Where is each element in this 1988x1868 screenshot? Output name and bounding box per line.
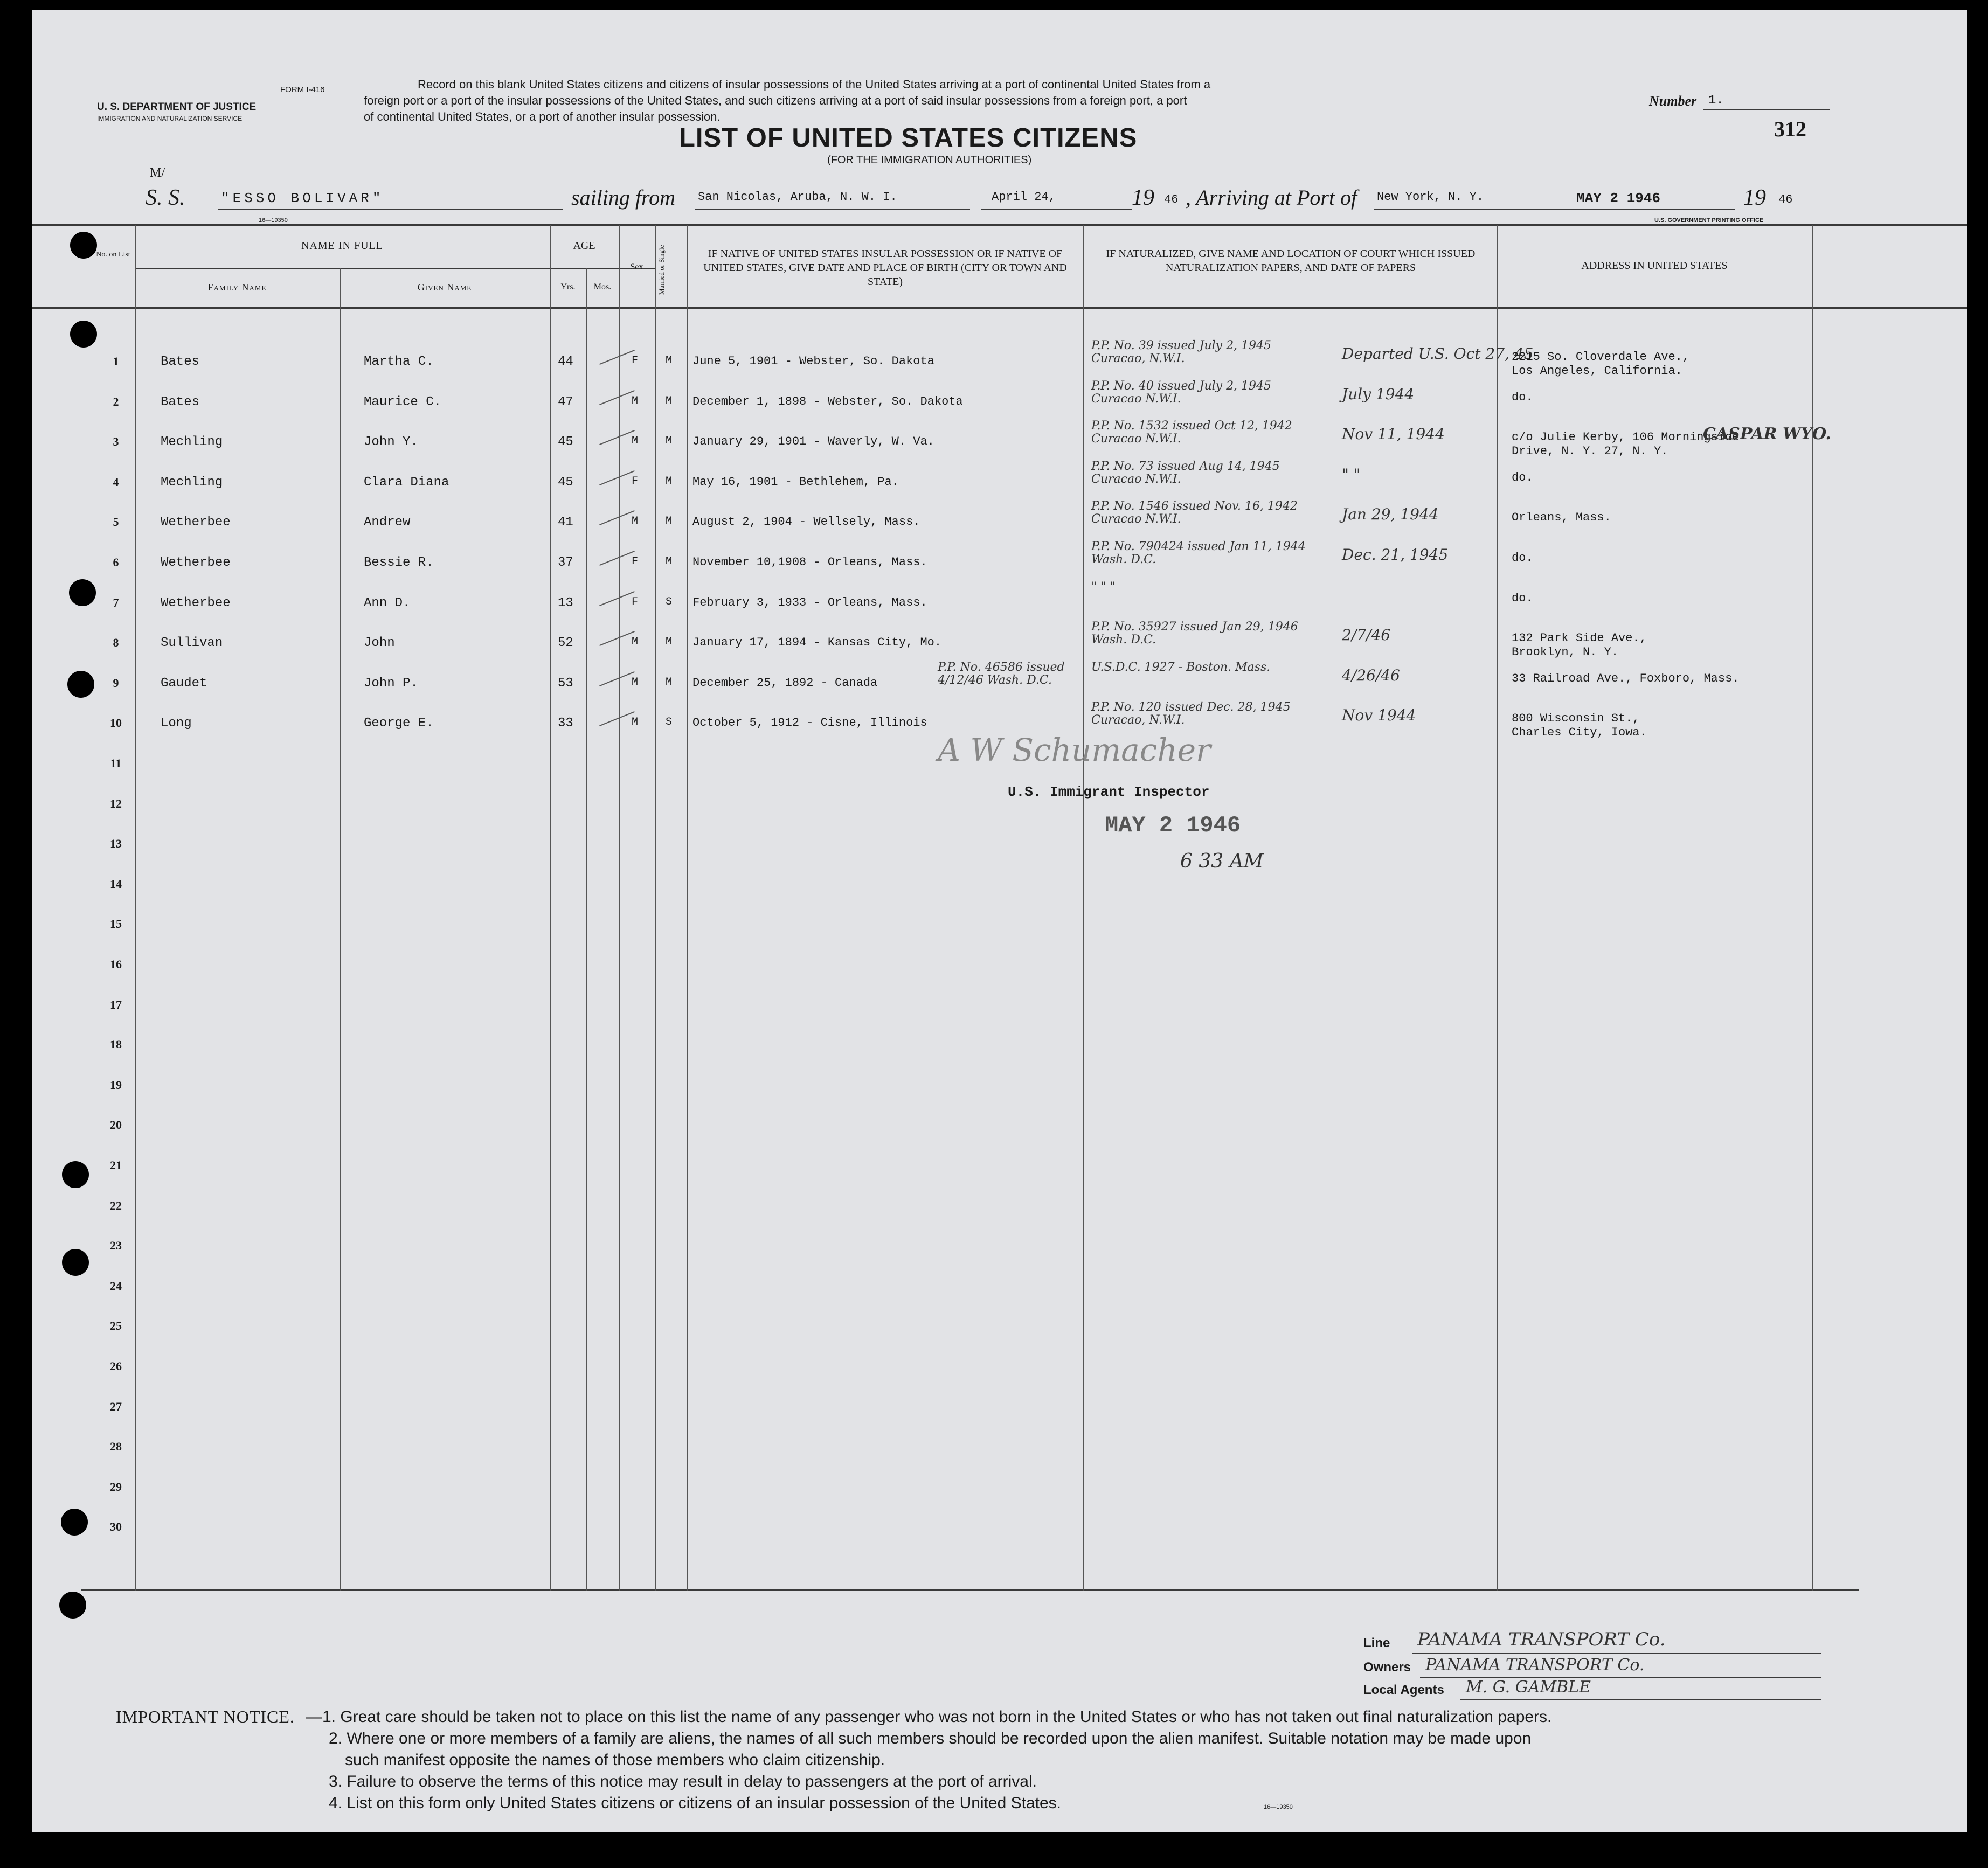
row-number: 9 xyxy=(113,676,119,690)
marital-status: S xyxy=(666,596,673,608)
naturalization-papers: " " " xyxy=(1091,580,1116,594)
col-header-mos: Mos. xyxy=(593,282,612,291)
sex: M xyxy=(632,716,639,728)
family-name: Wetherbee xyxy=(161,596,231,610)
naturalization-date: 2/7/46 xyxy=(1342,626,1391,644)
row-number-empty: 27 xyxy=(110,1400,122,1413)
col-header-yrs: Yrs. xyxy=(560,282,576,291)
months-dash xyxy=(599,390,635,405)
family-name: Bates xyxy=(161,355,200,369)
notice-item-3: 3. Failure to observe the terms of this notice may result in delay to passengers at the port of arrival. xyxy=(329,1773,1037,1790)
marital-status: M xyxy=(666,676,673,689)
sailing-from: San Nicolas, Aruba, N. W. I. xyxy=(698,190,897,204)
page-title: LIST OF UNITED STATES CITIZENS xyxy=(679,123,1138,152)
print-code-footer: 16—19350 xyxy=(1264,1804,1293,1810)
address-line-1: do. xyxy=(1512,471,1533,484)
birth-date-place: June 5, 1901 - Webster, So. Dakota xyxy=(692,355,934,368)
family-name: Wetherbee xyxy=(161,555,231,570)
form-service: IMMIGRATION AND NATURALIZATION SERVICE xyxy=(97,115,243,122)
marital-status: S xyxy=(666,716,673,728)
row-number: 10 xyxy=(110,716,122,730)
name-header-rule xyxy=(135,268,655,269)
row-number-empty: 21 xyxy=(110,1158,122,1172)
table-bottom-rule xyxy=(81,1589,1859,1591)
sex: M xyxy=(632,676,639,689)
row-number: 6 xyxy=(113,555,119,569)
sex: M xyxy=(632,515,639,527)
family-name: Wetherbee xyxy=(161,515,231,530)
col-header-no: No. on List xyxy=(96,251,130,259)
naturalization-papers: P.P. No. 1532 issued Oct 12, 1942 Curacao N.W.I. xyxy=(1091,419,1292,446)
marital-status: M xyxy=(666,395,673,407)
birth-date-place: August 2, 1904 - Wellsely, Mass. xyxy=(692,515,920,529)
number-label: Number xyxy=(1649,93,1697,109)
form-number: FORM I-416 xyxy=(280,85,325,94)
given-name: John xyxy=(364,636,395,650)
birth-date-place: December 25, 1892 - Canada xyxy=(692,676,878,690)
months-dash xyxy=(599,551,635,566)
address-handwritten-note: CASPAR WYO. xyxy=(1703,425,1831,443)
given-name: Ann D. xyxy=(364,596,411,610)
col-header-married: Married or Single xyxy=(657,245,666,295)
age-years: 47 xyxy=(558,395,573,409)
punch-hole xyxy=(59,1592,86,1619)
address-line-2: Brooklyn, N. Y. xyxy=(1512,645,1619,659)
family-name: Gaudet xyxy=(161,676,207,691)
row-number-empty: 24 xyxy=(110,1279,122,1293)
table-top-rule xyxy=(32,224,1967,226)
col-divider xyxy=(1497,225,1498,1591)
naturalization-papers: P.P. No. 35927 issued Jan 29, 1946 Wash. D.C. xyxy=(1091,620,1298,647)
agents-underline xyxy=(1460,1699,1821,1700)
months-dash xyxy=(599,711,635,726)
number-value: 1. xyxy=(1708,93,1724,108)
birth-date-place: February 3, 1933 - Orleans, Mass. xyxy=(692,596,927,609)
naturalization-date: Jan 29, 1944 xyxy=(1342,505,1439,523)
owners-value: PANAMA TRANSPORT Co. xyxy=(1425,1656,1645,1675)
given-name: Maurice C. xyxy=(364,395,442,409)
col-divider xyxy=(1083,225,1084,1591)
punch-hole xyxy=(67,671,94,698)
family-name: Mechling xyxy=(161,475,223,490)
arriving-label: , Arriving at Port of xyxy=(1186,185,1357,210)
age-years: 37 xyxy=(558,555,573,570)
address-line-1: 800 Wisconsin St., xyxy=(1512,712,1640,725)
record-notice-line-1: Record on this blank United States citizens and citizens of insular possessions of the United States arriving at a port of continental United States from a xyxy=(418,78,1211,91)
page-number: 312 xyxy=(1774,117,1806,141)
months-dash xyxy=(599,591,635,606)
arrival-year-prefix: 19 xyxy=(1743,185,1766,210)
agents-value: M. G. GAMBLE xyxy=(1466,1678,1591,1697)
notice-item-4: 4. List on this form only United States citizens or citizens of an insular possession of the United States. xyxy=(329,1794,1062,1812)
row-number-empty: 28 xyxy=(110,1440,122,1453)
col-divider xyxy=(340,268,341,1591)
arrival-underline xyxy=(1374,209,1735,210)
birth-date-place: November 10,1908 - Orleans, Mass. xyxy=(692,555,927,569)
notice-item-2-cont: such manifest opposite the names of those members who claim citizenship. xyxy=(345,1751,885,1769)
months-dash xyxy=(599,631,635,646)
gpo-imprint: U.S. GOVERNMENT PRINTING OFFICE xyxy=(1654,217,1764,224)
line-value: PANAMA TRANSPORT Co. xyxy=(1417,1629,1666,1650)
birth-date-place: December 1, 1898 - Webster, So. Dakota xyxy=(692,395,963,408)
given-name: Martha C. xyxy=(364,355,434,369)
inspector-title: U.S. Immigrant Inspector xyxy=(1008,784,1210,800)
age-years: 45 xyxy=(558,475,573,490)
vessel-type-prefix: M/ xyxy=(150,166,165,180)
sailing-label: sailing from xyxy=(571,185,675,210)
age-years: 45 xyxy=(558,435,573,449)
record-notice-line-2: foreign port or a port of the insular possessions of the United States, and such citizens arriving at a port of said insular possessions from a foreign port, a port xyxy=(364,94,1187,107)
birth-date-place: October 5, 1912 - Cisne, Illinois xyxy=(692,716,927,730)
naturalization-date: 4/26/46 xyxy=(1342,666,1400,684)
col-divider xyxy=(550,225,551,1591)
address-line-1: Orleans, Mass. xyxy=(1512,511,1611,524)
row-number-empty: 23 xyxy=(110,1239,122,1252)
birth-date-place: May 16, 1901 - Bethlehem, Pa. xyxy=(692,475,899,489)
notice-heading: IMPORTANT NOTICE. xyxy=(116,1707,295,1726)
table-header-rule xyxy=(32,307,1967,309)
marital-status: M xyxy=(666,435,673,447)
col-header-name-in-full: NAME IN FULL xyxy=(301,240,383,252)
naturalization-papers: P.P. No. 40 issued July 2, 1945 Curacao N.W.I. xyxy=(1091,379,1272,406)
row-number-empty: 29 xyxy=(110,1480,122,1494)
months-dash xyxy=(599,671,635,686)
naturalization-date: July 1944 xyxy=(1342,385,1415,403)
col-header-naturalized: IF NATURALIZED, GIVE NAME AND LOCATION OF COURT WHICH ISSUED NATURALIZATION PAPERS, AND DATE OF PAPERS xyxy=(1106,248,1476,274)
address-line-2: Los Angeles, California. xyxy=(1512,364,1682,378)
sex: F xyxy=(632,475,639,488)
marital-status: M xyxy=(666,475,673,488)
naturalization-papers: P.P. No. 39 issued July 2, 1945 Curacao, N.W.I. xyxy=(1091,339,1272,365)
arrival-port: New York, N. Y. xyxy=(1377,190,1484,204)
sex: M xyxy=(632,636,639,648)
naturalization-papers: P.P. No. 790424 issued Jan 11, 1944 Wash. D.C. xyxy=(1091,540,1306,566)
given-name: Bessie R. xyxy=(364,555,434,570)
record-notice-line-3: of continental United States, or a port of another insular possession. xyxy=(364,110,721,123)
birth-date-place: January 17, 1894 - Kansas City, Mo. xyxy=(692,636,942,649)
family-name: Sullivan xyxy=(161,636,223,650)
sailing-underline xyxy=(695,209,970,210)
family-name: Mechling xyxy=(161,435,223,449)
family-name: Long xyxy=(161,716,192,731)
address-line-1: do. xyxy=(1512,592,1533,605)
sailing-date: April 24, xyxy=(992,190,1056,204)
row-number-empty: 15 xyxy=(110,917,122,930)
col-divider xyxy=(586,268,587,1591)
address-line-2: Charles City, Iowa. xyxy=(1512,726,1647,739)
marital-status: M xyxy=(666,555,673,568)
age-years: 53 xyxy=(558,676,573,691)
inspector-stamp-date: MAY 2 1946 xyxy=(1105,813,1241,838)
vessel-name: "ESSO BOLIVAR" xyxy=(221,190,384,206)
punch-hole xyxy=(69,579,96,606)
age-years: 33 xyxy=(558,716,573,731)
form-department: U. S. DEPARTMENT OF JUSTICE xyxy=(97,101,257,113)
ss-label: S. S. xyxy=(146,185,185,210)
row-number-empty: 12 xyxy=(110,797,122,810)
col-header-family-name: Family Name xyxy=(207,282,267,293)
punch-hole xyxy=(70,232,97,259)
row-number-empty: 19 xyxy=(110,1078,122,1092)
address-line-1: do. xyxy=(1512,391,1533,404)
col-divider xyxy=(135,225,136,1591)
row-number: 5 xyxy=(113,515,119,529)
given-name: Clara Diana xyxy=(364,475,449,490)
punch-hole xyxy=(70,321,97,348)
age-years: 13 xyxy=(558,596,573,610)
age-years: 52 xyxy=(558,636,573,650)
family-name: Bates xyxy=(161,395,200,409)
sex: F xyxy=(632,355,639,367)
given-name: Andrew xyxy=(364,515,411,530)
punch-hole xyxy=(62,1249,89,1276)
months-dash xyxy=(599,510,635,525)
row-number-empty: 26 xyxy=(110,1359,122,1373)
row-number: 7 xyxy=(113,596,119,609)
birth-date-place: January 29, 1901 - Waverly, W. Va. xyxy=(692,435,934,448)
line-label: Line xyxy=(1363,1636,1390,1650)
punch-hole xyxy=(61,1509,88,1536)
row-number-empty: 16 xyxy=(110,957,122,971)
col-divider xyxy=(687,225,688,1591)
row-number: 8 xyxy=(113,636,119,649)
inspector-stamp-time: 6 33 AM xyxy=(1180,850,1264,872)
sailing-year-prefix: 19 xyxy=(1132,185,1154,210)
agents-label: Local Agents xyxy=(1363,1683,1444,1697)
row-number-empty: 17 xyxy=(110,998,122,1011)
address-line-1: 132 Park Side Ave., xyxy=(1512,631,1647,645)
col-header-sex: Sex xyxy=(630,262,643,272)
months-dash xyxy=(599,470,635,485)
number-underline xyxy=(1703,109,1830,110)
months-dash xyxy=(599,430,635,445)
sex: F xyxy=(632,596,639,608)
row-number-empty: 18 xyxy=(110,1038,122,1051)
sex: M xyxy=(632,395,639,407)
row-number-empty: 14 xyxy=(110,877,122,891)
naturalization-date: Dec. 21, 1945 xyxy=(1342,546,1449,564)
marital-status: M xyxy=(666,636,673,648)
vessel-underline xyxy=(218,209,563,210)
address-line-1: c/o Julie Kerby, 106 Morningside xyxy=(1512,430,1740,444)
address-line-1: 33 Railroad Ave., Foxboro, Mass. xyxy=(1512,672,1740,685)
col-divider xyxy=(619,225,620,1591)
marital-status: M xyxy=(666,515,673,527)
given-name: John P. xyxy=(364,676,418,691)
print-code-header: 16—19350 xyxy=(259,217,288,224)
age-years: 44 xyxy=(558,355,573,369)
address-line-2: Drive, N. Y. 27, N. Y. xyxy=(1512,445,1668,458)
row-number: 4 xyxy=(113,475,119,489)
row-number-empty: 11 xyxy=(110,756,122,770)
page-subtitle: (FOR THE IMMIGRATION AUTHORITIES) xyxy=(827,154,1032,166)
address-line-1: 2215 So. Cloverdale Ave., xyxy=(1512,350,1690,364)
row-number-empty: 25 xyxy=(110,1319,122,1332)
naturalization-date: " " xyxy=(1342,466,1361,483)
naturalization-date: Departed U.S. Oct 27, 45 xyxy=(1342,345,1534,363)
sailing-date-underline xyxy=(981,209,1132,210)
sex: M xyxy=(632,435,639,447)
row-number: 1 xyxy=(113,355,119,368)
age-years: 41 xyxy=(558,515,573,530)
col-header-birth: IF NATIVE OF UNITED STATES INSULAR POSSESSION OR IF NATIVE OF UNITED STATES, GIVE DATE AND PLACE OF BIRTH (CITY OR TOWN AND STATE) xyxy=(703,248,1067,288)
col-divider xyxy=(655,225,656,1591)
row-number: 2 xyxy=(113,395,119,408)
naturalization-papers: U.S.D.C. 1927 - Boston. Mass. xyxy=(1091,661,1271,674)
owners-label: Owners xyxy=(1363,1660,1411,1675)
naturalization-papers: P.P. No. 1546 issued Nov. 16, 1942 Curacao N.W.I. xyxy=(1091,499,1298,526)
notice-item-1: —1. Great care should be taken not to place on this list the name of any passenger who was not born in the United States or who has not taken out final naturalization papers. xyxy=(306,1708,1552,1726)
inspector-signature: A W Schumacher xyxy=(938,732,1211,768)
row-number-empty: 20 xyxy=(110,1118,122,1131)
naturalization-date: Nov 11, 1944 xyxy=(1342,425,1445,443)
address-line-1: do. xyxy=(1512,551,1533,565)
given-name: John Y. xyxy=(364,435,418,449)
row-number-empty: 13 xyxy=(110,837,122,850)
naturalization-papers: P.P. No. 73 issued Aug 14, 1945 Curacao N.W.I. xyxy=(1091,460,1280,486)
arrival-date: MAY 2 1946 xyxy=(1576,190,1661,206)
row-number-empty: 22 xyxy=(110,1199,122,1212)
months-dash xyxy=(599,350,635,365)
naturalization-papers: P.P. No. 120 issued Dec. 28, 1945 Curacao, N.W.I. xyxy=(1091,700,1291,727)
naturalization-date: Nov 1944 xyxy=(1342,706,1416,724)
given-name: George E. xyxy=(364,716,434,731)
row-number: 3 xyxy=(113,435,119,448)
punch-hole xyxy=(62,1161,89,1188)
birth-handwritten-note: P.P. No. 46586 issued 4/12/46 Wash. D.C. xyxy=(938,661,1065,687)
sailing-year: 46 xyxy=(1164,193,1179,206)
sex: F xyxy=(632,555,639,568)
arrival-year: 46 xyxy=(1778,193,1793,206)
col-header-age: AGE xyxy=(573,240,595,252)
document-page xyxy=(32,10,1967,1832)
line-underline xyxy=(1412,1653,1821,1654)
notice-item-2: 2. Where one or more members of a family are aliens, the names of all such members should be recorded upon the alien manifest. Suitable notation may be made upon xyxy=(329,1730,1532,1747)
marital-status: M xyxy=(666,355,673,367)
col-header-given-name: Given Name xyxy=(417,282,472,293)
row-number-empty: 30 xyxy=(110,1520,122,1533)
col-header-address: ADDRESS IN UNITED STATES xyxy=(1581,260,1728,272)
